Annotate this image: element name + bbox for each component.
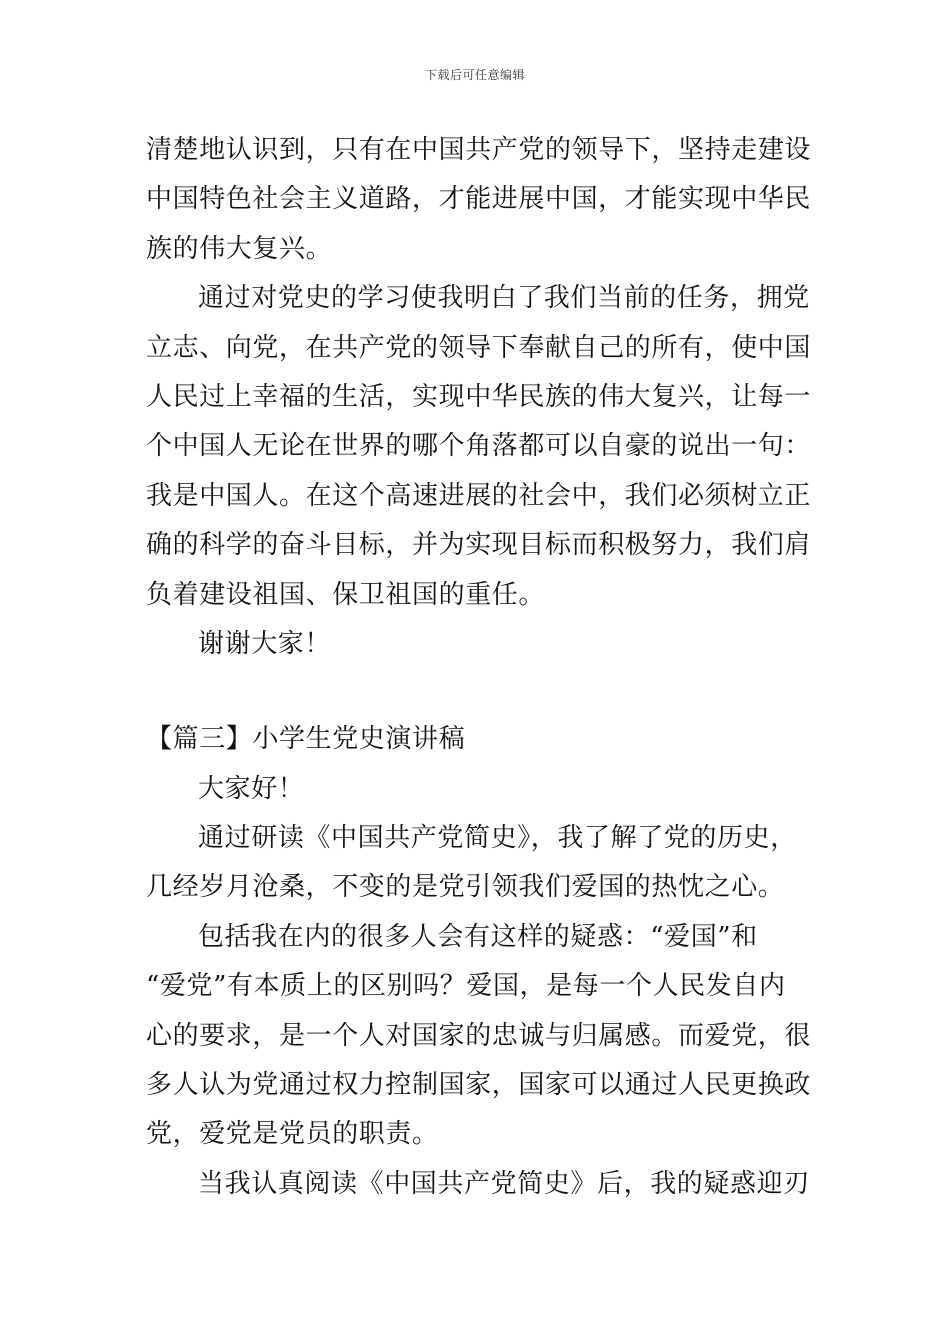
text-line: 多人认为党通过权力控制国家，国家可以通过人民更换政 — [146, 1070, 812, 1101]
closing-line: 谢谢大家！ — [198, 628, 332, 659]
text-line: 立志、向党，在共产党的领导下奉献自己的所有，使中国 — [146, 332, 812, 363]
text-line: 人民过上幸福的生活，实现中华民族的伟大复兴，让每一 — [146, 381, 812, 412]
document-body — [146, 130, 812, 1213]
paragraph-first-line: 通过对党史的学习使我明白了我们当前的任务，拥党 — [198, 283, 810, 314]
text-line: 负着建设祖国、保卫祖国的重任。 — [146, 579, 546, 610]
text-line: 党，爱党是党员的职责。 — [146, 1119, 439, 1150]
text-line: 个中国人无论在世界的哪个角落都可以自豪的说出一句： — [146, 431, 812, 462]
text-line: 族的伟大复兴。 — [146, 233, 333, 264]
section-heading: 【篇三】小学生党史演讲稿 — [146, 724, 466, 755]
header-note: 下载后可任意编辑 — [424, 68, 525, 82]
paragraph-first-line: 通过研读《中国共产党简史》，我了解了党的历史， — [198, 823, 797, 854]
greeting-line: 大家好！ — [198, 773, 305, 804]
paragraph-first-line: 当我认真阅读《中国共产党简史》后，我的疑惑迎刃 — [198, 1168, 810, 1199]
text-line: 我是中国人。在这个高速进展的社会中，我们必须树立正 — [146, 480, 812, 511]
text-line: 心的要求，是一个人对国家的忠诚与归属感。而爱党，很 — [146, 1020, 812, 1051]
section-gap — [146, 673, 808, 719]
text-line: 确的科学的奋斗目标，并为实现目标而积极努力，我们肩 — [146, 530, 812, 561]
paragraph-first-line: 包括我在内的很多人会有这样的疑惑：“爱国”和 — [198, 921, 758, 952]
text-line: 中国特色社会主义道路，才能进展中国，才能实现中华民 — [146, 184, 812, 215]
text-line: 清楚地认识到，只有在中国共产党的领导下，坚持走建设 — [146, 135, 812, 165]
text-line: 几经岁月沧桑，不变的是党引领我们爱国的热忱之心。 — [146, 872, 785, 903]
text-line: “爱党”有本质上的区别吗？爱国，是每一个人民发自内 — [146, 971, 786, 1002]
